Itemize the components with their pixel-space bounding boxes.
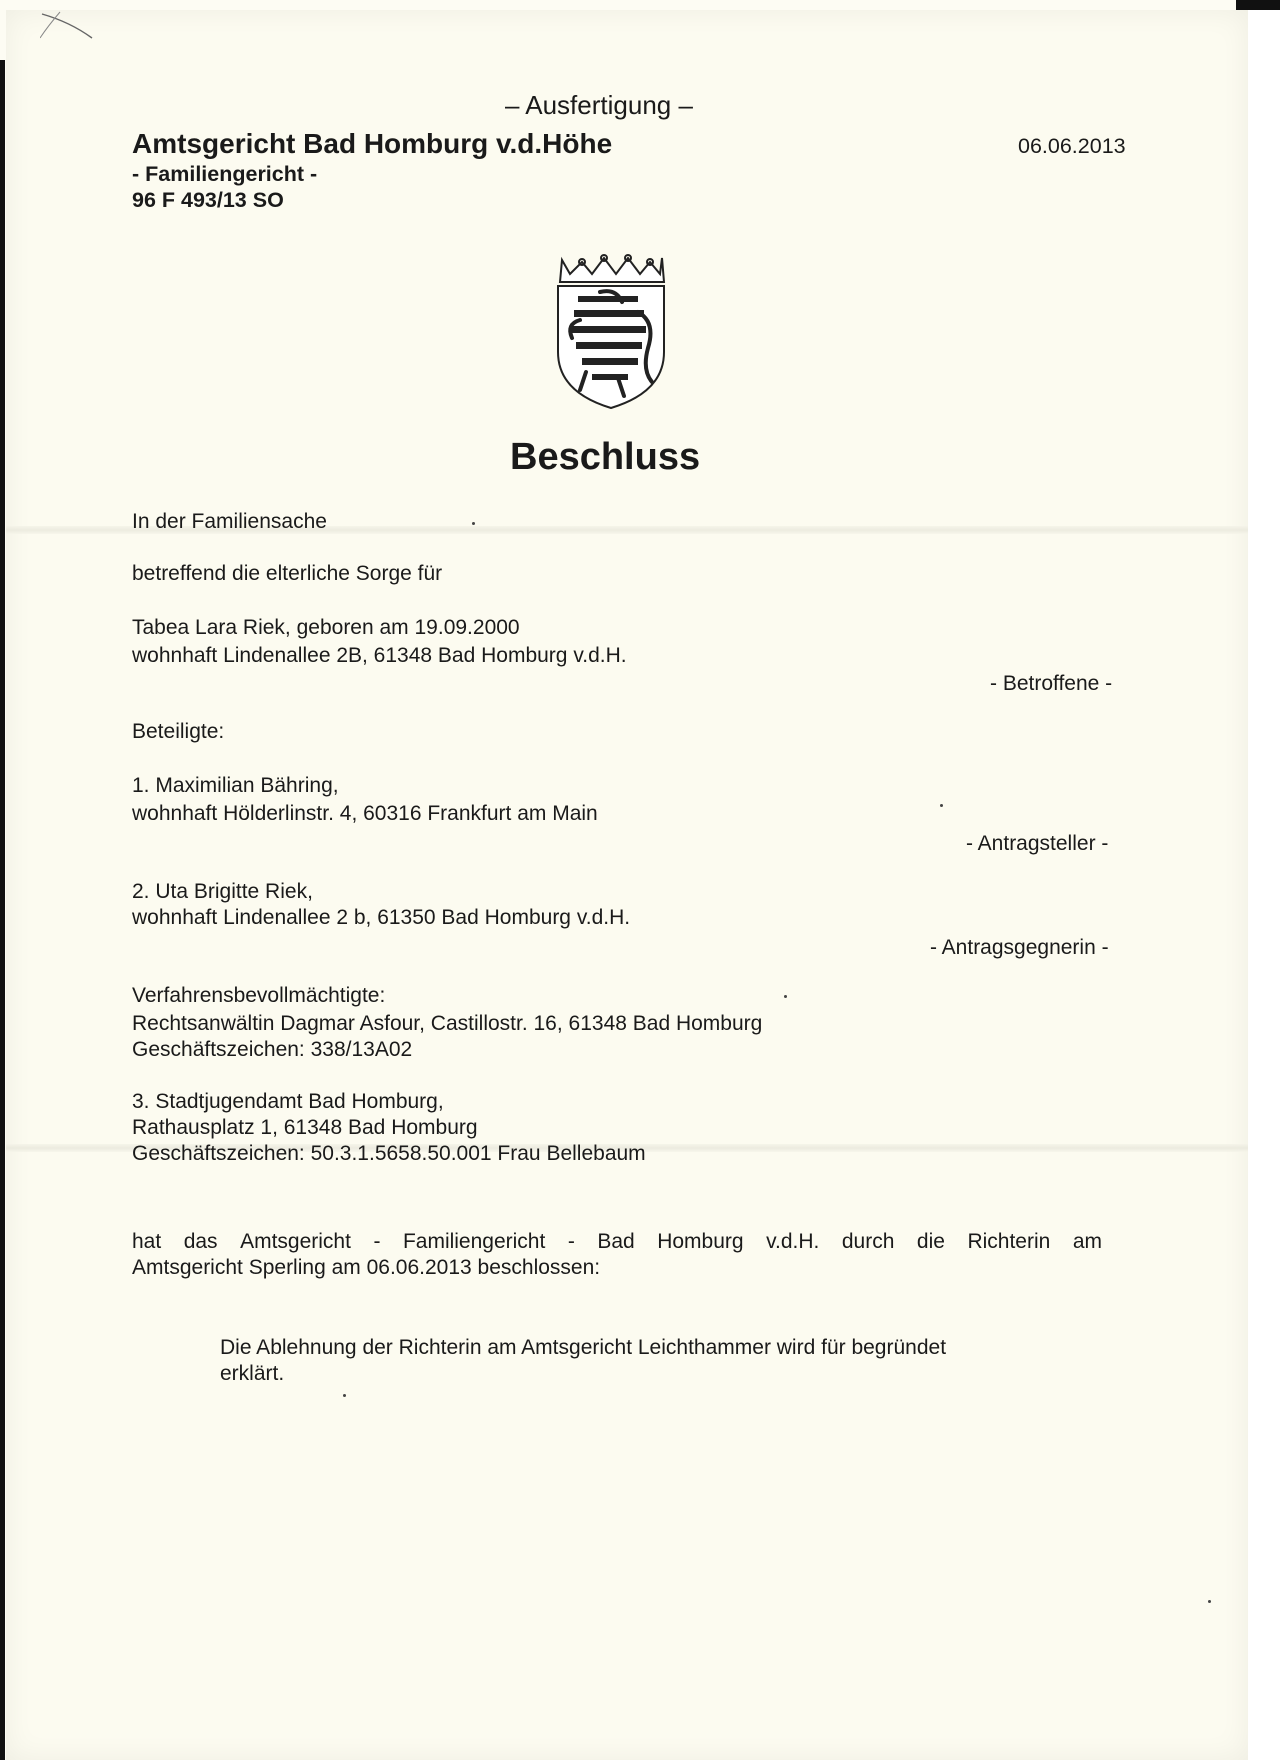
- participant2-role: - Antragsgegnerin -: [930, 936, 1109, 959]
- decision-intro-word: die: [916, 1230, 945, 1253]
- counsel-name: Rechtsanwältin Dagmar Asfour, Castillostr. 16, 61348 Bad Homburg: [132, 1012, 763, 1035]
- decision-intro-word: durch: [841, 1230, 895, 1253]
- child-name: Tabea Lara Riek, geboren am 19.09.2000: [132, 616, 520, 639]
- case-number: 96 F 493/13 SO: [132, 188, 284, 212]
- scan-shadow-top: [1236, 0, 1280, 10]
- participant3-reference: Geschäftszeichen: 50.3.1.5658.50.001 Frau Bellebaum: [132, 1142, 646, 1165]
- scan-speck: [472, 522, 475, 525]
- child-address: wohnhaft Lindenallee 2B, 61348 Bad Homburg v.d.H.: [132, 644, 627, 667]
- decision-text-line1: Die Ablehnung der Richterin am Amtsgericht Leichthammer wird für begründet: [220, 1336, 947, 1359]
- scan-speck: [1208, 1600, 1211, 1603]
- intro-line: In der Familiensache: [132, 510, 327, 533]
- document-title: Beschluss: [510, 436, 701, 478]
- decision-intro-word: v.d.H.: [766, 1230, 820, 1253]
- court-name: Amtsgericht Bad Homburg v.d.Höhe: [132, 128, 613, 159]
- ausfertigung-label: – Ausfertigung –: [505, 90, 693, 120]
- decision-intro-word: Richterin: [967, 1230, 1051, 1253]
- decision-text-line2: erklärt.: [220, 1362, 285, 1385]
- scan-speck: [784, 995, 787, 998]
- decision-intro-word: am: [1072, 1230, 1102, 1253]
- decision-intro-word: Bad: [597, 1230, 635, 1253]
- scan-margin-right: [1248, 0, 1280, 1760]
- decision-intro-word: -: [373, 1230, 381, 1253]
- decision-intro-line1: [132, 1230, 1102, 1254]
- decision-intro-word: Homburg: [657, 1230, 744, 1253]
- document-date: 06.06.2013: [1018, 134, 1126, 158]
- hessen-coat-of-arms-icon: [552, 252, 670, 412]
- child-role: - Betroffene -: [990, 672, 1113, 695]
- decision-intro-word: Familiengericht: [402, 1230, 546, 1253]
- scan-speck: [343, 1394, 346, 1397]
- participant1-address: wohnhaft Hölderlinstr. 4, 60316 Frankfurt am Main: [132, 802, 598, 825]
- intro-subject: betreffend die elterliche Sorge für: [132, 562, 443, 585]
- decision-intro-word: hat: [132, 1230, 162, 1253]
- paper-corner-curl-icon: [40, 8, 100, 48]
- participant1-role: - Antragsteller -: [966, 832, 1109, 855]
- participant2-name: 2. Uta Brigitte Riek,: [132, 880, 313, 903]
- participant3-address: Rathausplatz 1, 61348 Bad Homburg: [132, 1116, 478, 1139]
- decision-intro-line2: Amtsgericht Sperling am 06.06.2013 beschlossen:: [132, 1256, 601, 1279]
- participant1-name: 1. Maximilian Bähring,: [132, 774, 339, 797]
- court-department: - Familiengericht -: [132, 162, 318, 186]
- scan-speck: [940, 804, 943, 807]
- counsel-reference: Geschäftszeichen: 338/13A02: [132, 1038, 413, 1061]
- decision-intro-word: das: [183, 1230, 218, 1253]
- participant2-address: wohnhaft Lindenallee 2 b, 61350 Bad Homburg v.d.H.: [132, 906, 631, 929]
- decision-intro-word: -: [567, 1230, 575, 1253]
- counsel-label: Verfahrensbevollmächtigte:: [132, 984, 386, 1007]
- participant3-name: 3. Stadtjugendamt Bad Homburg,: [132, 1090, 444, 1113]
- scan-shadow-left: [0, 60, 5, 1760]
- decision-intro-word: Amtsgericht: [240, 1230, 351, 1253]
- participants-label: Beteiligte:: [132, 720, 225, 743]
